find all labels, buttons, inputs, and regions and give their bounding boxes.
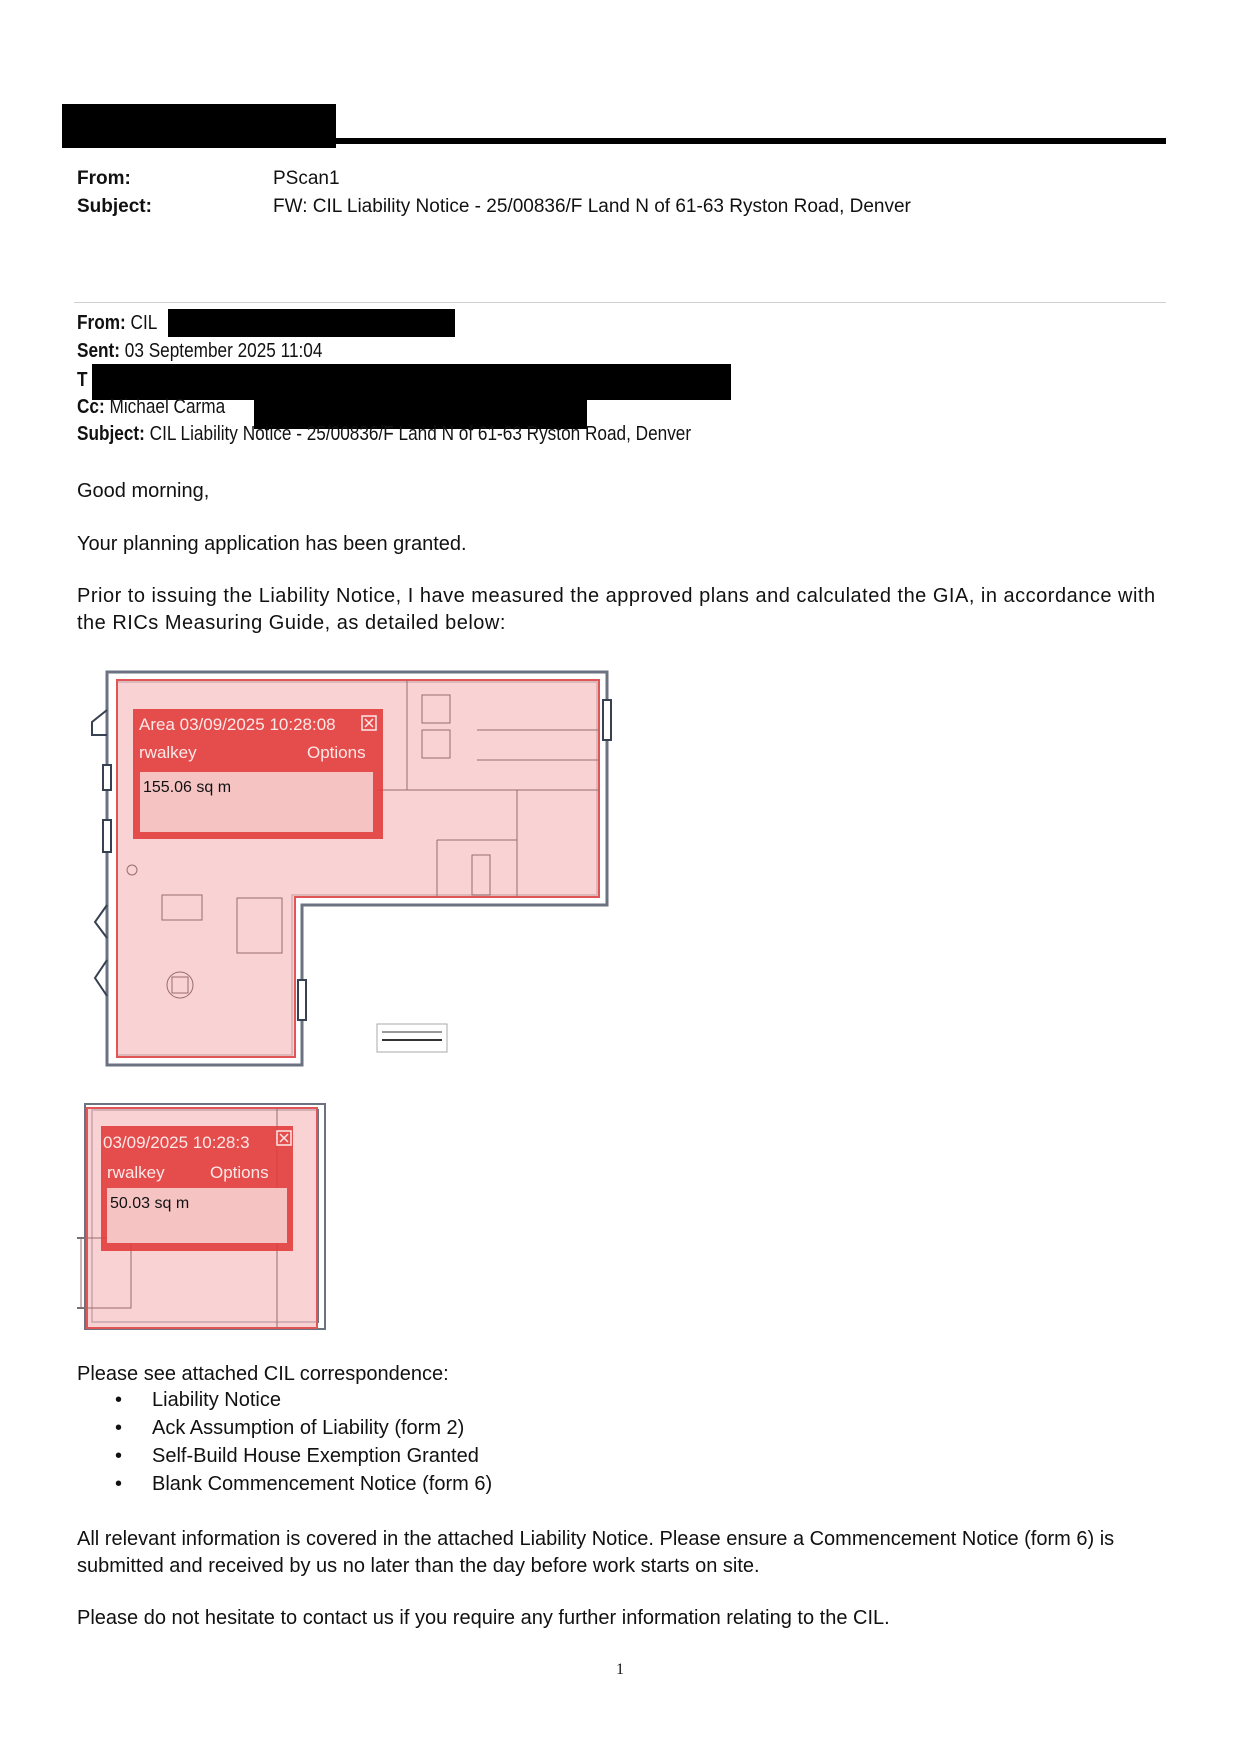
greeting: Good morning, [77, 480, 210, 502]
popup-2-options: Options [210, 1163, 269, 1182]
list-item: • Blank Commencement Notice (form 6) [77, 1470, 492, 1498]
fwd-sent-row [77, 340, 322, 363]
fwd-from-row [77, 312, 157, 335]
floor-plan-2 [77, 1098, 333, 1336]
fwd-cc-row [77, 396, 225, 419]
body-paragraph-4: Please do not hesitate to contact us if you require any further information relating to the CIL. [77, 1607, 890, 1629]
fwd-cc-value: Michael Carma [109, 396, 226, 418]
list-item: • Liability Notice [77, 1386, 492, 1414]
popup-2-title: 03/09/2025 10:28:3 [103, 1133, 250, 1152]
area-popup-2 [101, 1126, 293, 1251]
list-item: • Self-Build House Exemption Granted [77, 1442, 492, 1470]
header-redaction [62, 104, 336, 148]
fwd-to-row [77, 369, 88, 392]
fwd-subject-row [77, 423, 691, 446]
fwd-cc-label: Cc: [77, 396, 105, 418]
area-popup-1 [133, 709, 383, 839]
attachments-intro: Please see attached CIL correspondence: [77, 1363, 449, 1385]
fwd-from-redaction [168, 309, 455, 337]
bullet-icon: • [115, 1417, 123, 1439]
body-paragraph-2: Prior to issuing the Liability Notice, I have measured the approved plans and calculated the GIA, in accordance with the RICs Measuring Guide, as detailed below: [77, 585, 1156, 634]
popup-1-user: rwalkey [139, 743, 197, 762]
popup-1-area: 155.06 sq m [143, 779, 232, 796]
fwd-sent-label: Sent: [77, 340, 120, 362]
bullet-icon: • [115, 1473, 123, 1495]
floor-plan-1 [77, 660, 617, 1075]
fwd-subject-value: CIL Liability Notice - 25/00836/F Land N of 61-63 Ryston Road, Denver [149, 423, 692, 445]
fwd-to-redaction [92, 364, 731, 400]
header-from-value: PScan1 [273, 168, 340, 189]
header-from-label: From: [77, 168, 131, 189]
attachments-list [77, 1386, 492, 1498]
separator-rule [74, 302, 1166, 303]
bullet-icon: • [115, 1445, 123, 1467]
header-subject-value: FW: CIL Liability Notice - 25/00836/F Land N of 61-63 Ryston Road, Denver [273, 196, 911, 217]
popup-2-user: rwalkey [107, 1163, 165, 1182]
list-item: • Ack Assumption of Liability (form 2) [77, 1414, 492, 1442]
bullet-icon: • [115, 1389, 123, 1411]
header-subject-label: Subject: [77, 196, 152, 217]
fwd-from-value: CIL [130, 312, 158, 334]
fwd-from-label: From: [77, 312, 126, 334]
fwd-to-label: T [77, 369, 88, 391]
header-rule [336, 138, 1166, 144]
scale-bar [377, 1024, 447, 1052]
body-paragraph-1: Your planning application has been granted. [77, 533, 467, 555]
popup-2-area: 50.03 sq m [110, 1195, 190, 1212]
page-number: 1 [616, 1661, 624, 1678]
popup-1-options: Options [307, 743, 366, 762]
fwd-sent-value: 03 September 2025 11:04 [124, 340, 323, 362]
popup-1-title: Area 03/09/2025 10:28:08 [139, 715, 336, 734]
fwd-subject-label: Subject: [77, 423, 145, 445]
body-paragraph-3: All relevant information is covered in the attached Liability Notice. Please ensure a Commencement Notice (form 6) is submitted and received by us no later than the day before work starts on site. [77, 1528, 1115, 1577]
